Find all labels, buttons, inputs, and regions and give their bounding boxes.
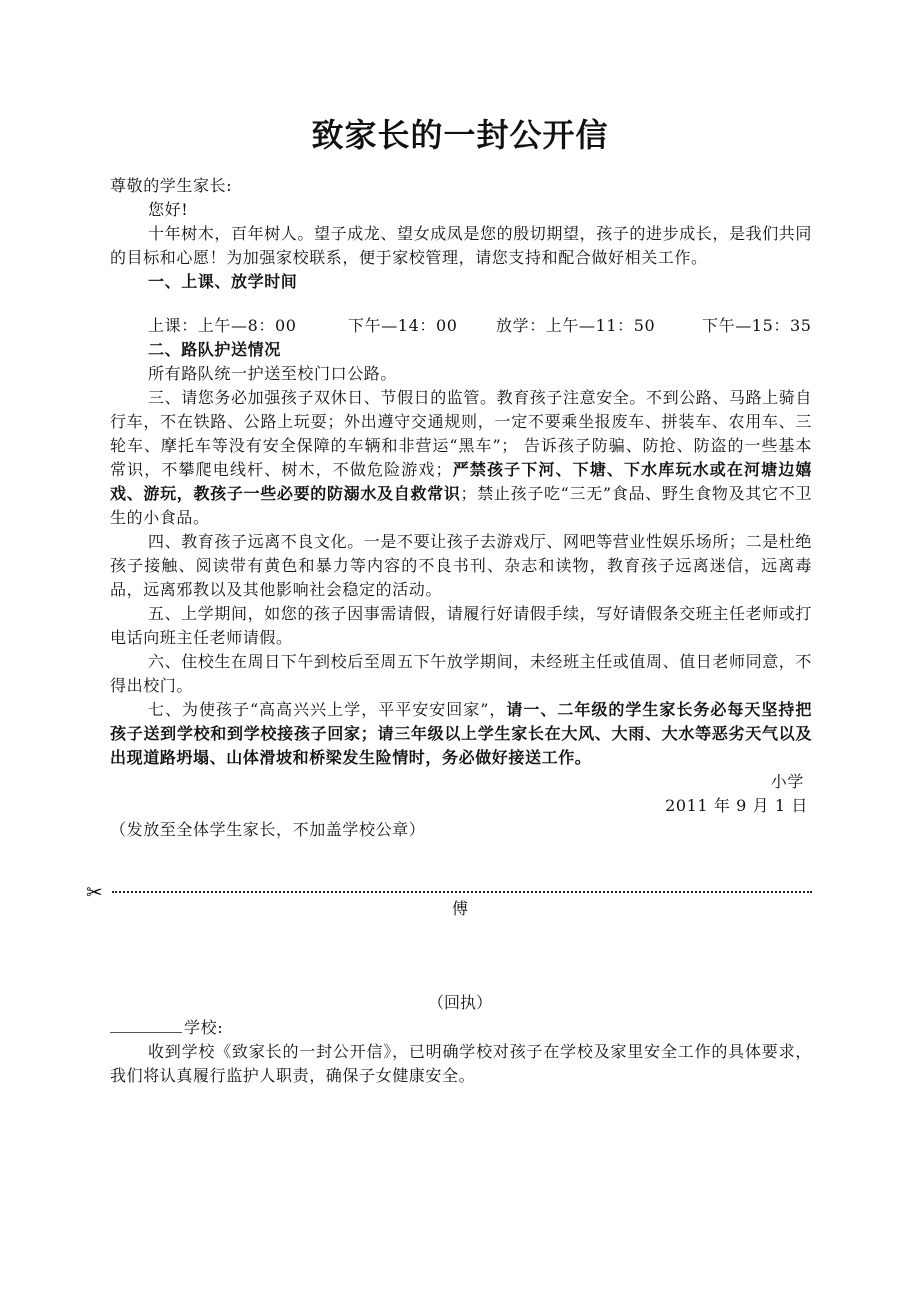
receipt-school-line [110, 1016, 812, 1040]
section7-bold: 请一、二年级的学生家长务必每天坚持把孩子送到学校和到学校接孩子回家；请三年级以上学生家长在大风、大雨、大水等恶劣天气以及出现道路坍塌、山体滑坡和桥梁发生险情时，务必做好接送工作。 [110, 700, 812, 767]
signature: 小学 [770, 772, 804, 791]
section6-paragraph: 六、住校生在周日下午到校后至周五下午放学期间，未经班主任或值周、值日老师同意，不得出校门。 [110, 652, 813, 695]
section7-text: 七、为使孩子“高高兴兴上学，平平安安回家”， [148, 700, 507, 719]
page-title: 致家长的一封公开信 [311, 116, 609, 154]
time-morning-end: 放学：上午—11：50 [496, 316, 656, 335]
receipt-title: （回执） [427, 993, 492, 1012]
section7-paragraph [110, 698, 812, 770]
receipt-body [110, 1016, 812, 1088]
section3-text: 三、请您务必加强孩子双休日、节假日的监管。教育孩子注意安全。不到公路、马路上骑自行车，不在铁路、公路上玩耍；外出遵守交通规则，一定不要乘坐报废车、拼装车、农用车、三轮车、摩托车等没有安全保障的车辆和非营运“黑车”； 告诉孩子防骗、防抢、防盗的一些基本常识，不攀爬电线杆、树木，不做危险游戏； [110, 388, 813, 479]
time-afternoon-end: 下午—15：35 [702, 316, 812, 335]
date: 2011 年 9 月 1 日 [665, 796, 808, 815]
greeting: 您好! [148, 200, 189, 219]
receipt-text: 收到学校《致家长的一封公开信》，已明确学校对孩子在学校及家里安全工作的具体要求，我们将认真履行监护人职责，确保子女健康安全。 [110, 1042, 812, 1085]
time-morning-start: 上课：上午—8：00 [148, 316, 297, 335]
school-name-blank[interactable] [110, 1016, 182, 1033]
cut-line-mark: 傅 [451, 899, 468, 918]
scissors-icon: ✂ [86, 880, 103, 904]
distribution-note: （发放至全体学生家长，不加盖学校公章） [110, 820, 426, 839]
salutation: 尊敬的学生家长: [110, 176, 233, 195]
intro-paragraph: 十年树木，百年树人。望子成龙、望女成凤是您的殷切期望，孩子的进步成长，是我们共同的目标和心愿！为加强家校联系，便于家校管理，请您支持和配合做好相关工作。 [110, 224, 813, 267]
receipt-school-suffix: 学校: [184, 1018, 224, 1037]
section4-paragraph: 四、教育孩子远离不良文化。一是不要让孩子去游戏厅、网吧等营业性娱乐场所；二是杜绝孩子接触、阅读带有黄色和暴力等内容的不良书刊、杂志和读物，教育孩子远离迷信，远离毒品，远离邪教以及其他影响社会稳定的活动。 [110, 532, 813, 599]
section2-heading: 二、路队护送情况 [148, 340, 281, 359]
time-afternoon-start: 下午—14：00 [348, 316, 458, 335]
section1-heading: 一、上课、放学时间 [148, 272, 298, 291]
section3-paragraph [110, 386, 812, 530]
section5-paragraph: 五、上学期间，如您的孩子因事需请假，请履行好请假手续，写好请假条交班主任老师或打电话向班主任老师请假。 [110, 604, 813, 647]
letter-body [110, 174, 812, 842]
section3-bold: 严禁孩子下河、下塘、下水库玩水或在河塘边嬉戏、游玩，教孩子一些必要的防溺水及自救常识 [110, 460, 812, 503]
schedule-times [110, 314, 812, 338]
section3-tail: ；禁止孩子吃“三无”食品、野生食物及其它不卫生的小食品。 [110, 484, 812, 527]
dotted-divider [112, 891, 812, 893]
section2-text: 所有路队统一护送至校门口公路。 [148, 364, 398, 383]
